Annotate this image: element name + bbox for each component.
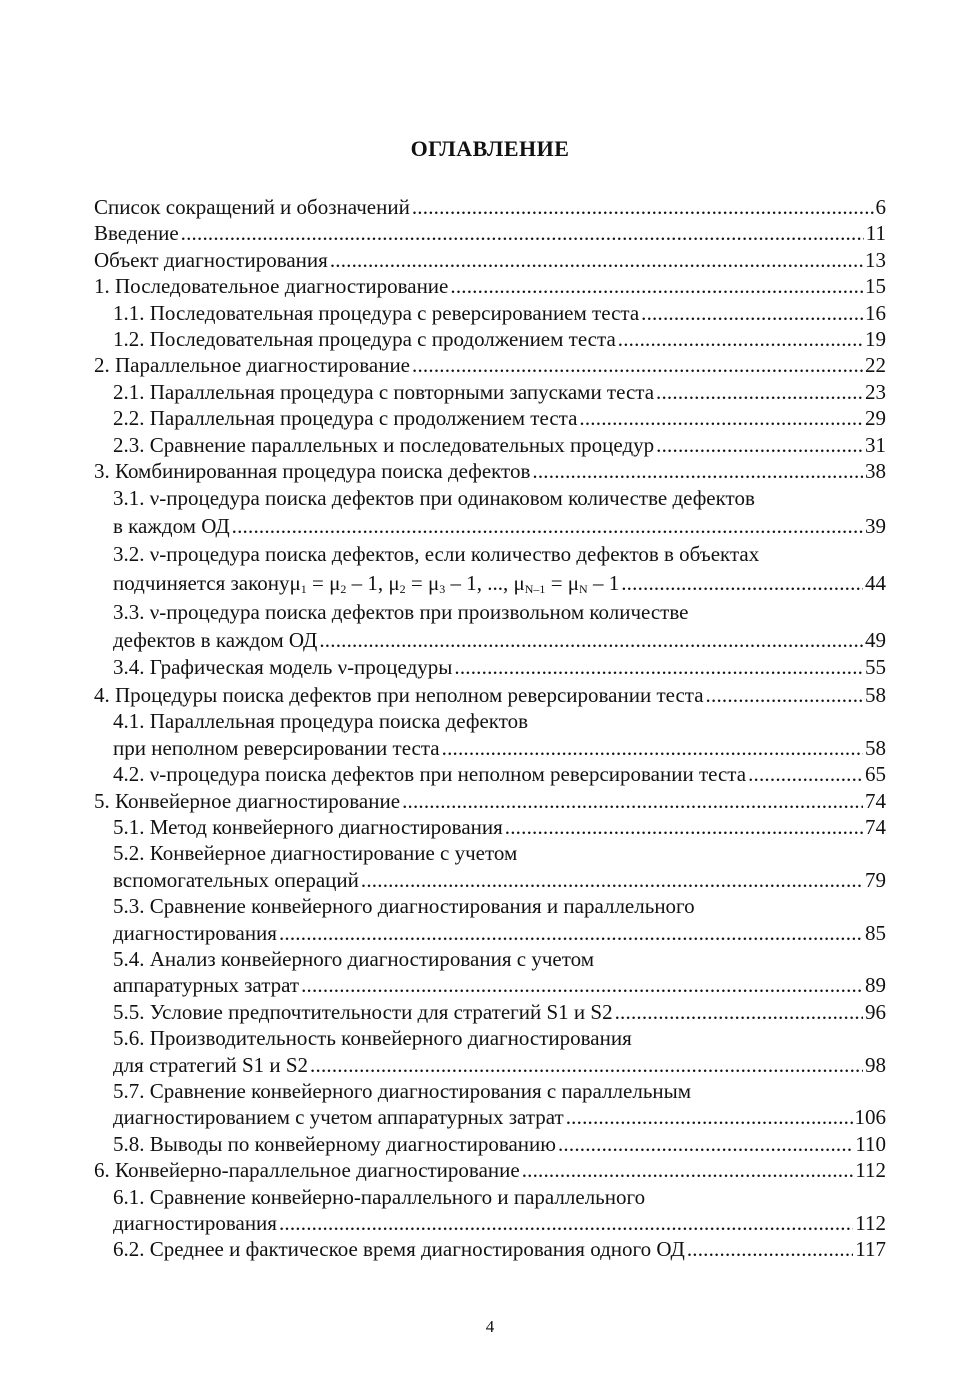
- toc-entry-page: 39: [865, 514, 886, 539]
- toc-entry-page: 15: [865, 274, 886, 299]
- toc-entry-title: при неполном реверсировании теста: [113, 735, 440, 760]
- toc-entry-title: 5.2. Конвейерное диагностирование с учетом: [113, 841, 518, 866]
- toc-entry-title: 5.5. Условие предпочтительности для стратегий S1 и S2: [113, 999, 613, 1024]
- toc-entry-page: 58: [865, 683, 886, 708]
- toc-entry-continuation[interactable]: [94, 569, 886, 598]
- toc-entry-continuation[interactable]: [94, 513, 886, 539]
- toc-entry-title: Введение: [94, 221, 179, 246]
- toc-entry[interactable]: [94, 352, 886, 378]
- toc-entry-page: 112: [855, 1158, 886, 1183]
- toc-entry-title: 6.1. Сравнение конвейерно-параллельного и параллельного: [113, 1184, 646, 1209]
- toc-entry[interactable]: [94, 788, 886, 814]
- toc-entry[interactable]: [94, 682, 886, 708]
- toc-entry-page: 112: [855, 1210, 886, 1235]
- leader-dots: [402, 788, 863, 814]
- toc-entry-title: диагностирования: [113, 920, 277, 945]
- toc-entry-title: 5.3. Сравнение конвейерного диагностирования и параллельного: [113, 894, 695, 919]
- toc-entry-title: 6.2. Среднее и фактическое время диагностирования одного ОД: [113, 1237, 685, 1262]
- toc-entry-continuation[interactable]: [94, 1052, 886, 1078]
- toc-entry-title: 3.4. Графическая модель ν-процедуры: [113, 655, 453, 680]
- leader-dots: [319, 627, 863, 653]
- toc-entry[interactable]: [94, 1131, 886, 1157]
- toc-entry-multiline[interactable]: [94, 893, 886, 919]
- toc-entry-title: аппаратурных затрат: [113, 973, 300, 998]
- toc-entry-title: 3.1. ν-процедура поиска дефектов при одинаковом количестве дефектов: [113, 486, 755, 511]
- toc-entry-title: 4.2. ν-процедура поиска дефектов при неполном реверсировании теста: [113, 762, 747, 787]
- toc-entry-continuation[interactable]: [94, 1104, 886, 1130]
- toc-entry-page: 65: [865, 762, 886, 787]
- leader-dots: [330, 247, 863, 273]
- toc-entry-page: 74: [865, 815, 886, 840]
- toc-entry-continuation[interactable]: [94, 920, 886, 946]
- toc-entry[interactable]: [94, 458, 886, 484]
- toc-entry[interactable]: [94, 379, 886, 405]
- leader-dots: [706, 682, 863, 708]
- toc-entry-title: для стратегий S1 и S2: [113, 1052, 309, 1077]
- toc-entry-page: 55: [865, 655, 886, 680]
- toc-entry-title: вспомогательных операций: [113, 867, 359, 892]
- toc-entry-title: 3. Комбинированная процедура поиска дефектов: [94, 458, 531, 483]
- toc-entry-page: 23: [865, 379, 886, 404]
- leader-dots: [656, 432, 863, 458]
- leader-dots: [656, 379, 863, 405]
- toc-entry-title: 5.4. Анализ конвейерного диагностирования с учетом: [113, 946, 594, 971]
- toc-entry-title: 1.1. Последовательная процедура с реверсированием теста: [113, 300, 640, 325]
- toc-entry-multiline[interactable]: [94, 1184, 886, 1210]
- leader-dots: [232, 513, 863, 539]
- toc-entry-page: 106: [854, 1105, 886, 1130]
- toc-entry-title: 5.6. Производительность конвейерного диагностирования: [113, 1026, 632, 1051]
- toc-entry-multiline[interactable]: [94, 708, 886, 734]
- leader-dots: [579, 405, 863, 431]
- leader-dots: [412, 194, 874, 220]
- leader-dots: [522, 1157, 854, 1183]
- toc-entry-title: в каждом ОД: [113, 514, 230, 539]
- toc-entry-title: 5.8. Выводы по конвейерному диагностированию: [113, 1131, 556, 1156]
- toc-entry-page: 22: [865, 353, 886, 378]
- toc-entry[interactable]: [94, 1157, 886, 1183]
- toc-entry-page: 74: [865, 788, 886, 813]
- toc-entry-page: 79: [865, 867, 886, 892]
- toc-entry-title: 2.3. Сравнение параллельных и последовательных процедур: [113, 432, 655, 457]
- toc-entry-page: 19: [865, 326, 886, 351]
- toc-entry[interactable]: [94, 300, 886, 326]
- leader-dots: [454, 653, 863, 682]
- toc-entry-page: 85: [865, 920, 886, 945]
- toc-entry[interactable]: [94, 220, 886, 246]
- leader-dots: [566, 1104, 853, 1130]
- toc-entry-page: 11: [865, 221, 886, 246]
- leader-dots: [450, 273, 863, 299]
- toc-entry-title: 1. Последовательное диагностирование: [94, 274, 449, 299]
- toc-entry-continuation[interactable]: [94, 735, 886, 761]
- toc-entry-title: 1.2. Последовательная процедура с продолжением теста: [113, 326, 616, 351]
- toc-entry-page: 38: [865, 458, 886, 483]
- toc-entry-title: 2. Параллельное диагностирование: [94, 353, 411, 378]
- leader-dots: [412, 352, 863, 378]
- toc-entry-title: 4.1. Параллельная процедура поиска дефектов: [113, 709, 529, 734]
- toc-entry-title: дефектов в каждом ОД: [113, 627, 318, 652]
- toc-entry-multiline[interactable]: [94, 840, 886, 866]
- toc-entry-page: 31: [865, 432, 886, 457]
- toc-entry-page: 44: [865, 570, 886, 595]
- leader-dots: [621, 569, 863, 598]
- toc-entry-title: 4. Процедуры поиска дефектов при неполном реверсировании теста: [94, 683, 704, 708]
- leader-dots: [301, 972, 863, 998]
- toc-entry-page: 96: [865, 999, 886, 1024]
- toc-entry[interactable]: [94, 814, 886, 840]
- toc-entry-continuation[interactable]: [94, 867, 886, 893]
- toc-entry-page: 13: [865, 247, 886, 272]
- toc-entry-title: 2.1. Параллельная процедура с повторными запусками теста: [113, 379, 655, 404]
- leader-dots: [558, 1131, 853, 1157]
- toc-entry-continuation[interactable]: [94, 972, 886, 998]
- toc-entry-multiline[interactable]: [94, 946, 886, 972]
- leader-dots: [748, 761, 863, 787]
- toc-entry[interactable]: [94, 273, 886, 299]
- toc-entry-title: 2.2. Параллельная процедура с продолжением теста: [113, 406, 578, 431]
- page-title: ОГЛАВЛЕНИЕ: [410, 136, 570, 161]
- toc-entry-page: 16: [865, 300, 886, 325]
- toc-entry-page: 110: [855, 1131, 886, 1156]
- toc-entry-page: 6: [875, 195, 886, 219]
- leader-dots: [442, 735, 863, 761]
- toc-entry[interactable]: [94, 405, 886, 431]
- toc-entry-multiline[interactable]: [94, 598, 886, 627]
- toc-entry[interactable]: [94, 999, 886, 1025]
- leader-dots: [687, 1236, 853, 1262]
- leader-dots: [310, 1052, 863, 1078]
- leader-dots: [181, 220, 864, 246]
- toc-entry-page: 49: [865, 627, 886, 652]
- toc-entry-page: 58: [865, 735, 886, 760]
- toc-entry[interactable]: [94, 247, 886, 273]
- toc-entry-continuation[interactable]: [94, 1210, 886, 1236]
- toc-entry-title: диагностированием с учетом аппаратурных затрат: [113, 1105, 564, 1130]
- leader-dots: [618, 326, 863, 352]
- toc-entry[interactable]: [94, 194, 886, 220]
- toc-entry-page: 89: [865, 973, 886, 998]
- toc-entry[interactable]: [94, 1236, 886, 1262]
- table-of-contents: [94, 194, 886, 1263]
- toc-entry-title: 3.2. ν-процедура поиска дефектов, если количество дефектов в объектах: [113, 541, 760, 566]
- toc-entry-title: 5.7. Сравнение конвейерного диагностирования с параллельным: [113, 1078, 692, 1103]
- toc-entry-title: 6. Конвейерно-параллельное диагностирование: [94, 1158, 520, 1183]
- toc-entry[interactable]: [94, 326, 886, 352]
- leader-dots: [279, 1210, 853, 1236]
- leader-dots: [641, 300, 863, 326]
- toc-entry-title: подчиняется закону: [113, 570, 290, 595]
- page-number: 4: [485, 1317, 495, 1336]
- toc-entry-multiline[interactable]: [94, 1078, 886, 1104]
- toc-entry-multiline[interactable]: [94, 540, 886, 569]
- toc-entry-title: Объект диагностирования: [94, 247, 328, 272]
- leader-dots: [279, 920, 863, 946]
- toc-entry-page: 29: [865, 406, 886, 431]
- toc-entry-title: Список сокращений и обозначений: [94, 195, 410, 219]
- toc-entry-title: диагностирования: [113, 1210, 277, 1235]
- leader-dots: [361, 867, 863, 893]
- leader-dots: [615, 999, 863, 1025]
- toc-entry-page: 98: [865, 1052, 886, 1077]
- toc-entry[interactable]: [94, 761, 886, 787]
- toc-entry-title: 5. Конвейерное диагностирование: [94, 788, 401, 813]
- toc-entry-title: 3.3. ν-процедура поиска дефектов при произвольном количестве: [113, 599, 689, 624]
- toc-entry-page: 117: [855, 1237, 886, 1262]
- toc-entry-multiline[interactable]: [94, 1025, 886, 1051]
- leader-dots: [505, 814, 863, 840]
- toc-entry-continuation[interactable]: [94, 627, 886, 653]
- leader-dots: [532, 458, 863, 484]
- toc-entry[interactable]: [94, 432, 886, 458]
- toc-entry[interactable]: [94, 653, 886, 682]
- toc-entry-multiline[interactable]: [94, 484, 886, 513]
- toc-entry-title: 5.1. Метод конвейерного диагностирования: [113, 815, 503, 840]
- formula: $\mu_1 = \mu_2 - 1$, $\mu_2 = \mu_3 - 1$, ..., $\mu_{N-1} = \mu_N - 1$: [289, 570, 620, 596]
